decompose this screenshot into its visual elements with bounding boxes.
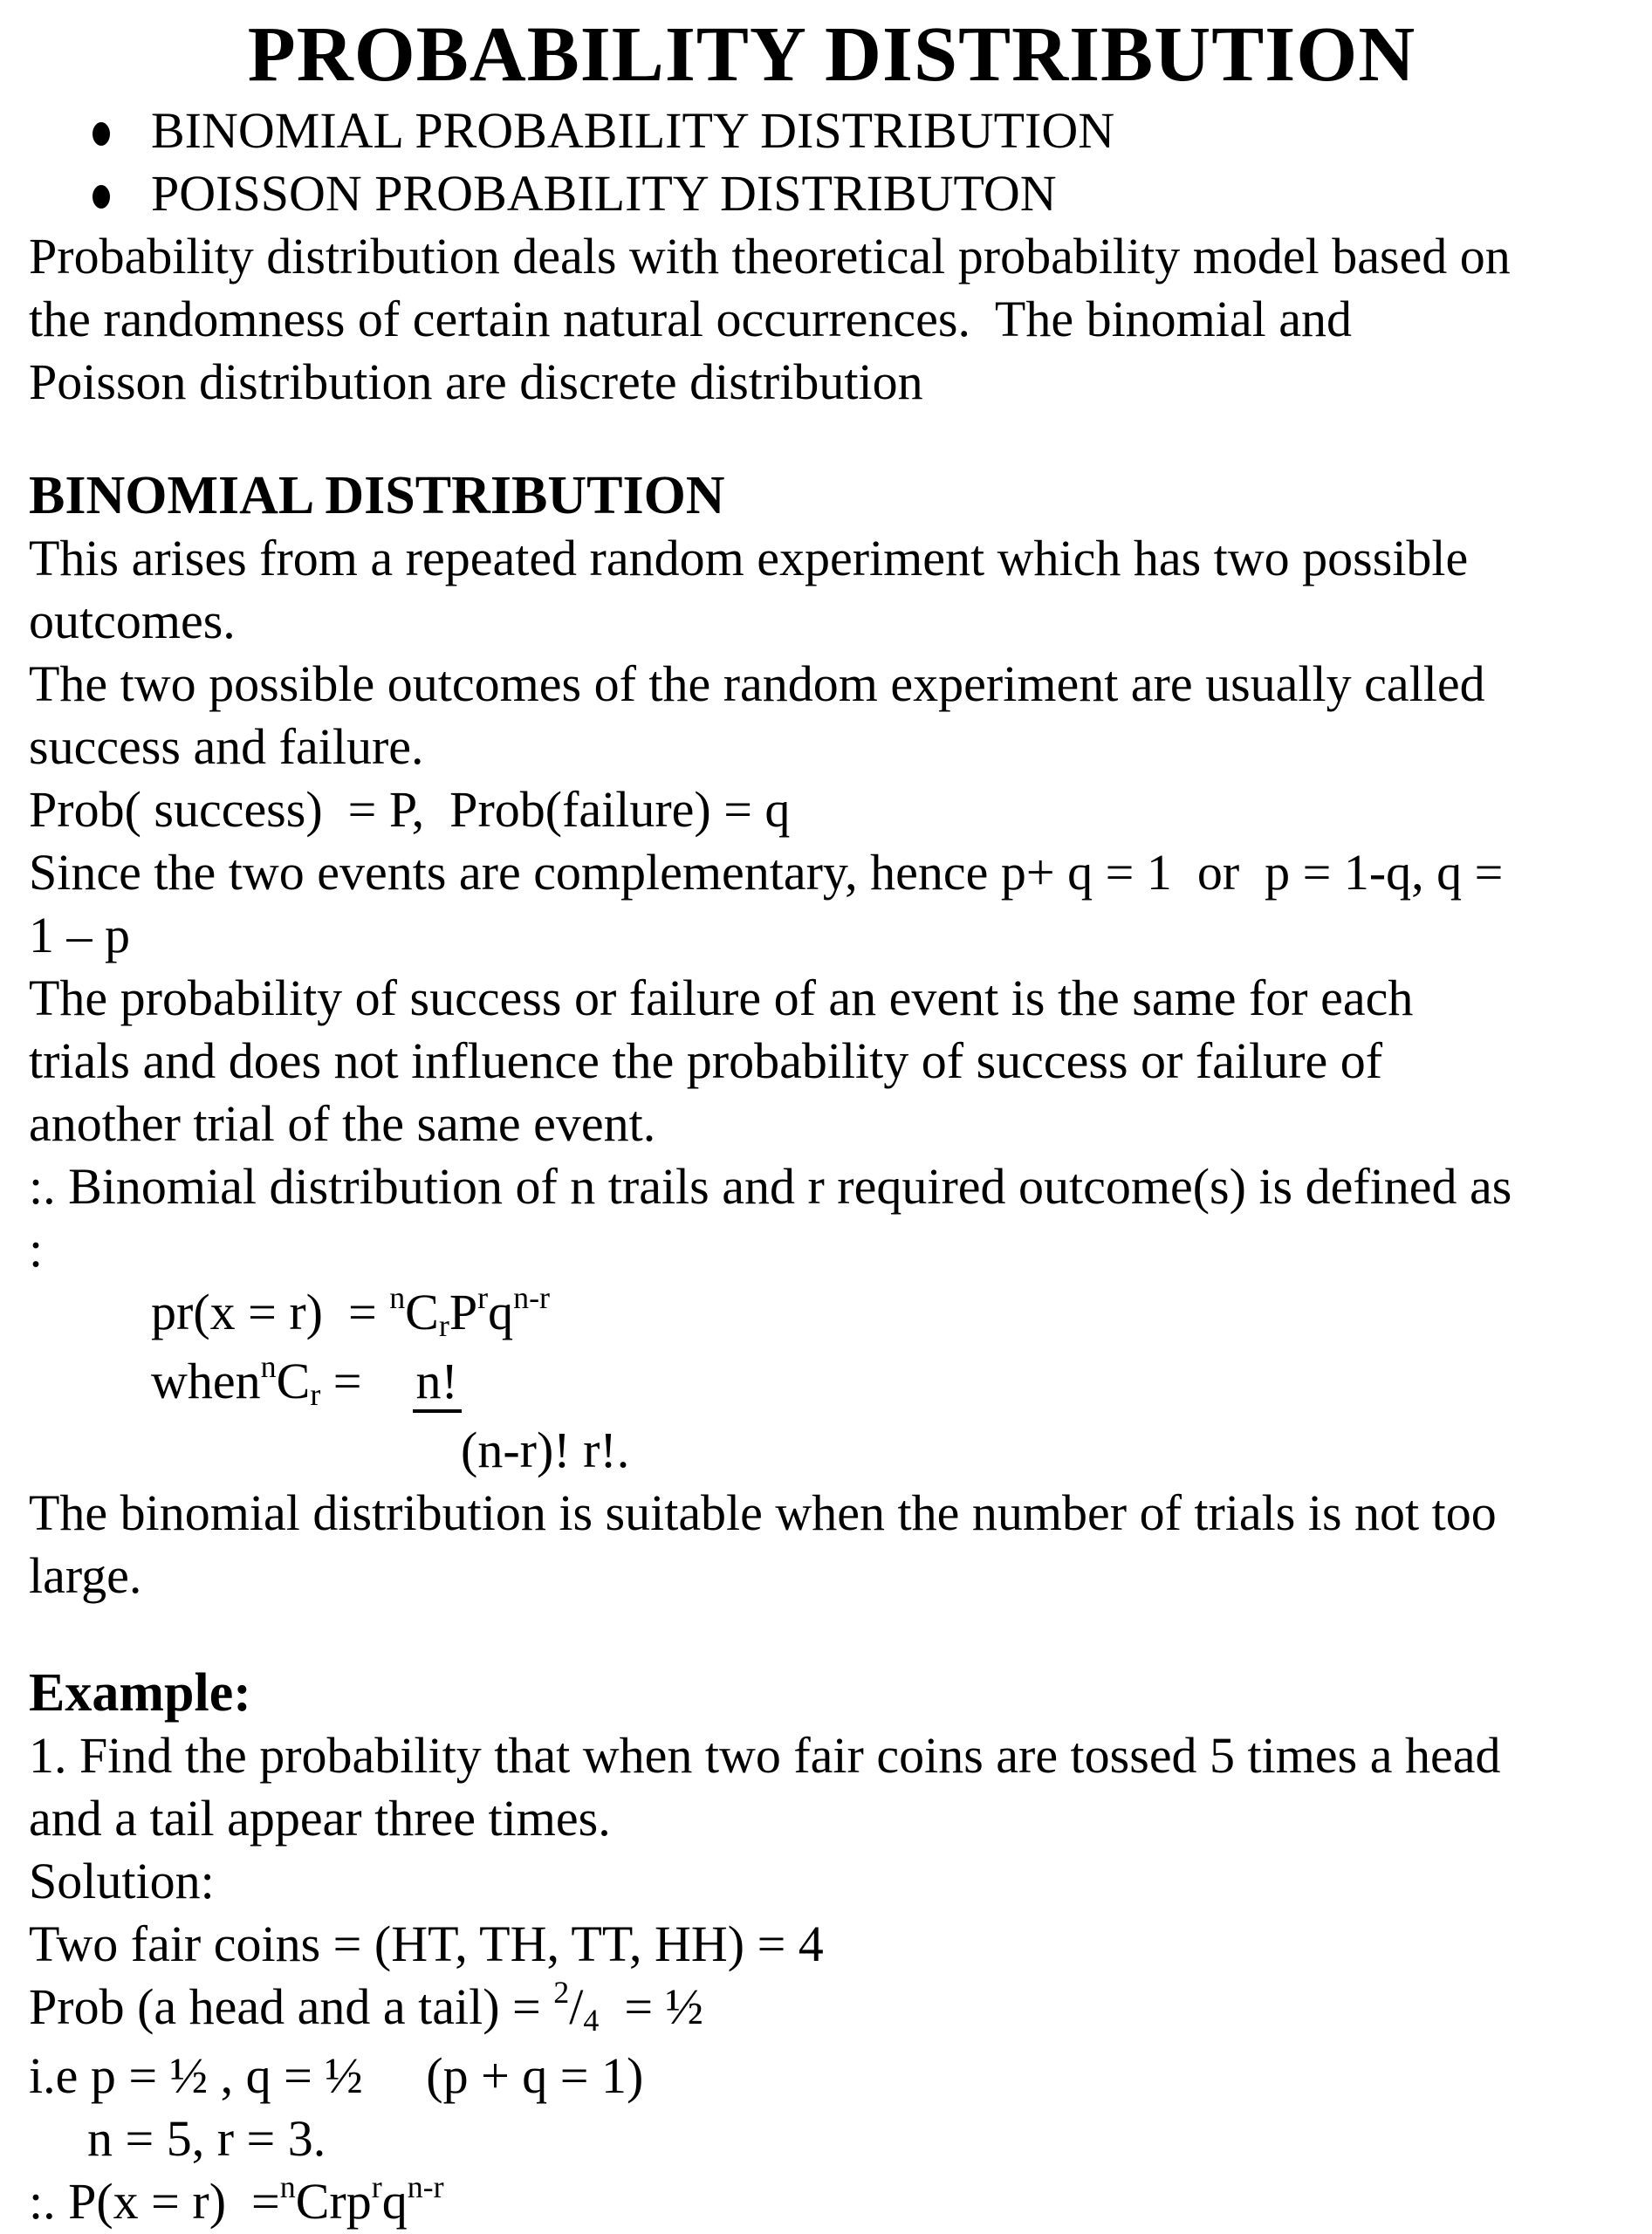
text-line: trials and does not influence the probability of success or failure of [29, 1032, 1383, 1089]
text-line: outcomes. [29, 593, 236, 649]
text-run: q [381, 2173, 408, 2230]
text-run: / [569, 1978, 584, 2035]
superscript: n-r [407, 2169, 444, 2204]
text-run: pr(x = r) = [151, 1284, 390, 1340]
superscript: r [477, 1279, 489, 1315]
text-line: and a tail appear three times. [29, 1790, 611, 1847]
section-heading: Example: [29, 1663, 251, 1723]
superscript: n-r [513, 1279, 551, 1315]
text-run: Prob (a head and a tail) = [29, 1978, 554, 2035]
text-run: P [449, 1284, 478, 1340]
superscript: r [371, 2169, 382, 2204]
text-line: the randomness of certain natural occurrences. The binomial and [29, 291, 1353, 347]
subscript: r [310, 1376, 321, 1412]
text-run: C [405, 1284, 439, 1340]
text-run: q [488, 1284, 514, 1340]
text-line: Prob( success) = P, Prob(failure) = q [29, 781, 791, 838]
formula-line [29, 1419, 1635, 1482]
text-line: 1. Find the probability that when two fair coins are tossed 5 times a head [29, 1727, 1501, 1784]
superscript: 2 [553, 1974, 570, 2010]
superscript: n [389, 1279, 406, 1315]
superscript: n [260, 1348, 277, 1384]
text-line: 1 – p [29, 907, 130, 963]
text-line: This arises from a repeated random experiment which has two possible [29, 530, 1469, 586]
text-line: The binomial distribution is suitable when the number of trials is not too [29, 1484, 1497, 1541]
bullet-list-item [29, 162, 1635, 225]
text-run: = [320, 1353, 413, 1409]
text-line: Poisson distribution are discrete distribution [29, 353, 923, 410]
subscript: 4 [583, 2002, 600, 2038]
text-run: (n-r)! r!. [461, 1422, 630, 1478]
text-line: The two possible outcomes of the random experiment are usually called [29, 655, 1485, 712]
text-line: Since the two events are complementary, hence p+ q = 1 or p = 1-q, q = [29, 844, 1504, 901]
subscript: r [438, 1307, 449, 1343]
bullet-list-item [29, 99, 1635, 162]
text-line: Solution: [29, 1853, 215, 1909]
bullet-icon [93, 122, 110, 146]
document-title: PROBABILITY DISTRIBUTION [247, 11, 1416, 98]
text-line: The probability of success or failure of an event is the same for each [29, 970, 1414, 1026]
bullet-label: BINOMIAL PROBABILITY DISTRIBUTION [151, 102, 1115, 159]
text-line: large. [29, 1547, 142, 1604]
text-line: Probability distribution deals with theoretical probability model based on [29, 228, 1511, 284]
text-line: n = 5, r = 3. [87, 2110, 326, 2167]
bullet-label: POISSON PROBABILITY DISTRIBUTON [151, 165, 1057, 222]
formula-line [29, 1976, 1635, 2045]
section-heading: BINOMIAL DISTRIBUTION [29, 466, 725, 525]
superscript: n [279, 2169, 296, 2204]
formula-line [29, 2170, 1635, 2234]
text-line: i.e p = ½ , q = ½ (p + q = 1) [29, 2047, 644, 2104]
text-run: when [151, 1353, 261, 1409]
formula-line [29, 1350, 1635, 1419]
text-line: :. Binomial distribution of n trails and r required outcome(s) is defined as [29, 1158, 1512, 1215]
text-run: C [276, 1353, 311, 1409]
text-line: Two fair coins = (HT, TH, TT, HH) = 4 [29, 1915, 824, 1972]
text-line: success and failure. [29, 718, 424, 775]
bullet-icon [93, 185, 110, 209]
text-run: = ½ [599, 1978, 704, 2035]
formula-line [29, 1281, 1635, 1350]
text-run: :. P(x = r) = [29, 2173, 280, 2230]
text-line: another trial of the same event. [29, 1095, 656, 1152]
text-line: : [29, 1221, 44, 1278]
text-run: Crp [295, 2173, 372, 2230]
underlined-term: n! [413, 1353, 462, 1413]
